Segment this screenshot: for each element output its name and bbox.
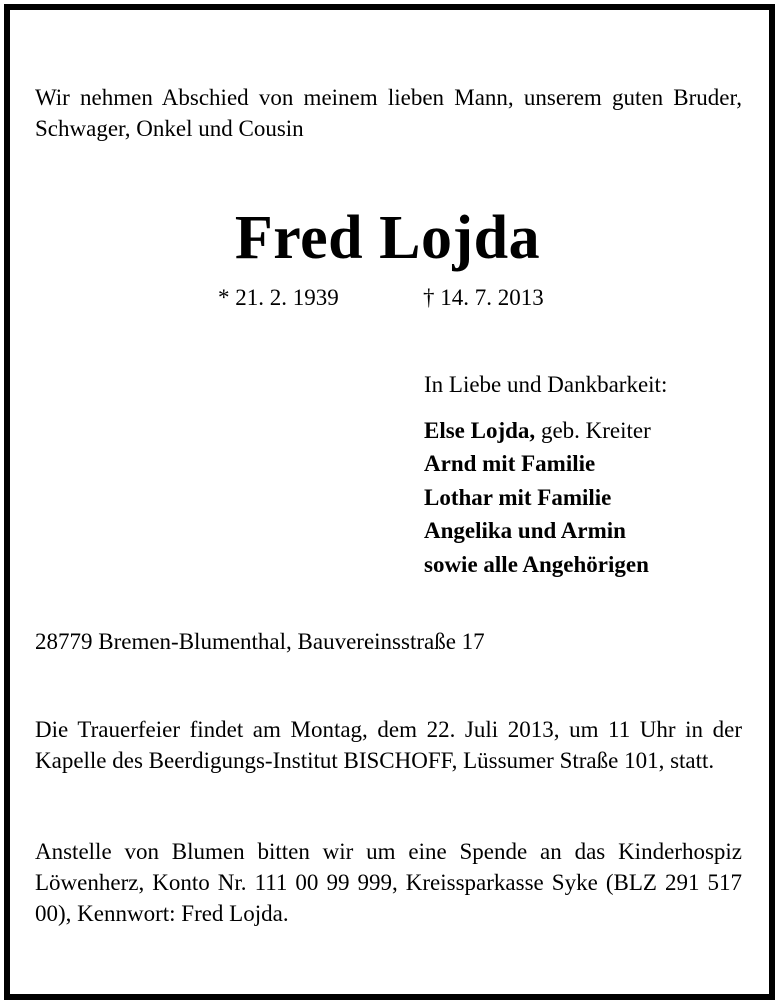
mourner-line: Lothar mit Familie <box>424 484 612 510</box>
mourner-line: Arnd mit Familie <box>424 451 596 476</box>
deceased-name: Fred Lojda <box>234 204 541 272</box>
birth-date: * 21. 2. 1939 <box>218 285 339 310</box>
mourners-block <box>424 368 667 581</box>
mourner-note: geb. Kreiter <box>535 417 651 443</box>
address: 28779 Bremen-Blumenthal, Bauvereinsstraße 17 <box>35 629 485 654</box>
mourner-line <box>424 414 667 448</box>
mourner-name: Else Lojda, <box>424 417 536 443</box>
donation-info: Anstelle von Blumen bitten wir um eine Spende an das Kinderhospiz Löwenherz, Konto Nr. 111 00 99 999, Kreissparkasse Syke (BLZ 291 517 00), Kennwort: Fred Lojda. <box>35 839 742 926</box>
mourner-line: sowie alle Angehörigen <box>424 551 649 577</box>
thanks-line: In Liebe und Dankbarkeit: <box>424 372 668 397</box>
death-date: † 14. 7. 2013 <box>423 285 544 310</box>
intro-text: Wir nehmen Abschied von meinem lieben Mann, unserem guten Bruder, Schwager, Onkel und Cousin <box>35 85 742 141</box>
funeral-info: Die Trauerfeier findet am Montag, dem 22. Juli 2013, um 11 Uhr in der Kapelle des Beerdigungs-Institut BISCHOFF, Lüssumer Straße 101, statt. <box>35 717 742 773</box>
mourner-line: Angelika und Armin <box>424 518 626 543</box>
